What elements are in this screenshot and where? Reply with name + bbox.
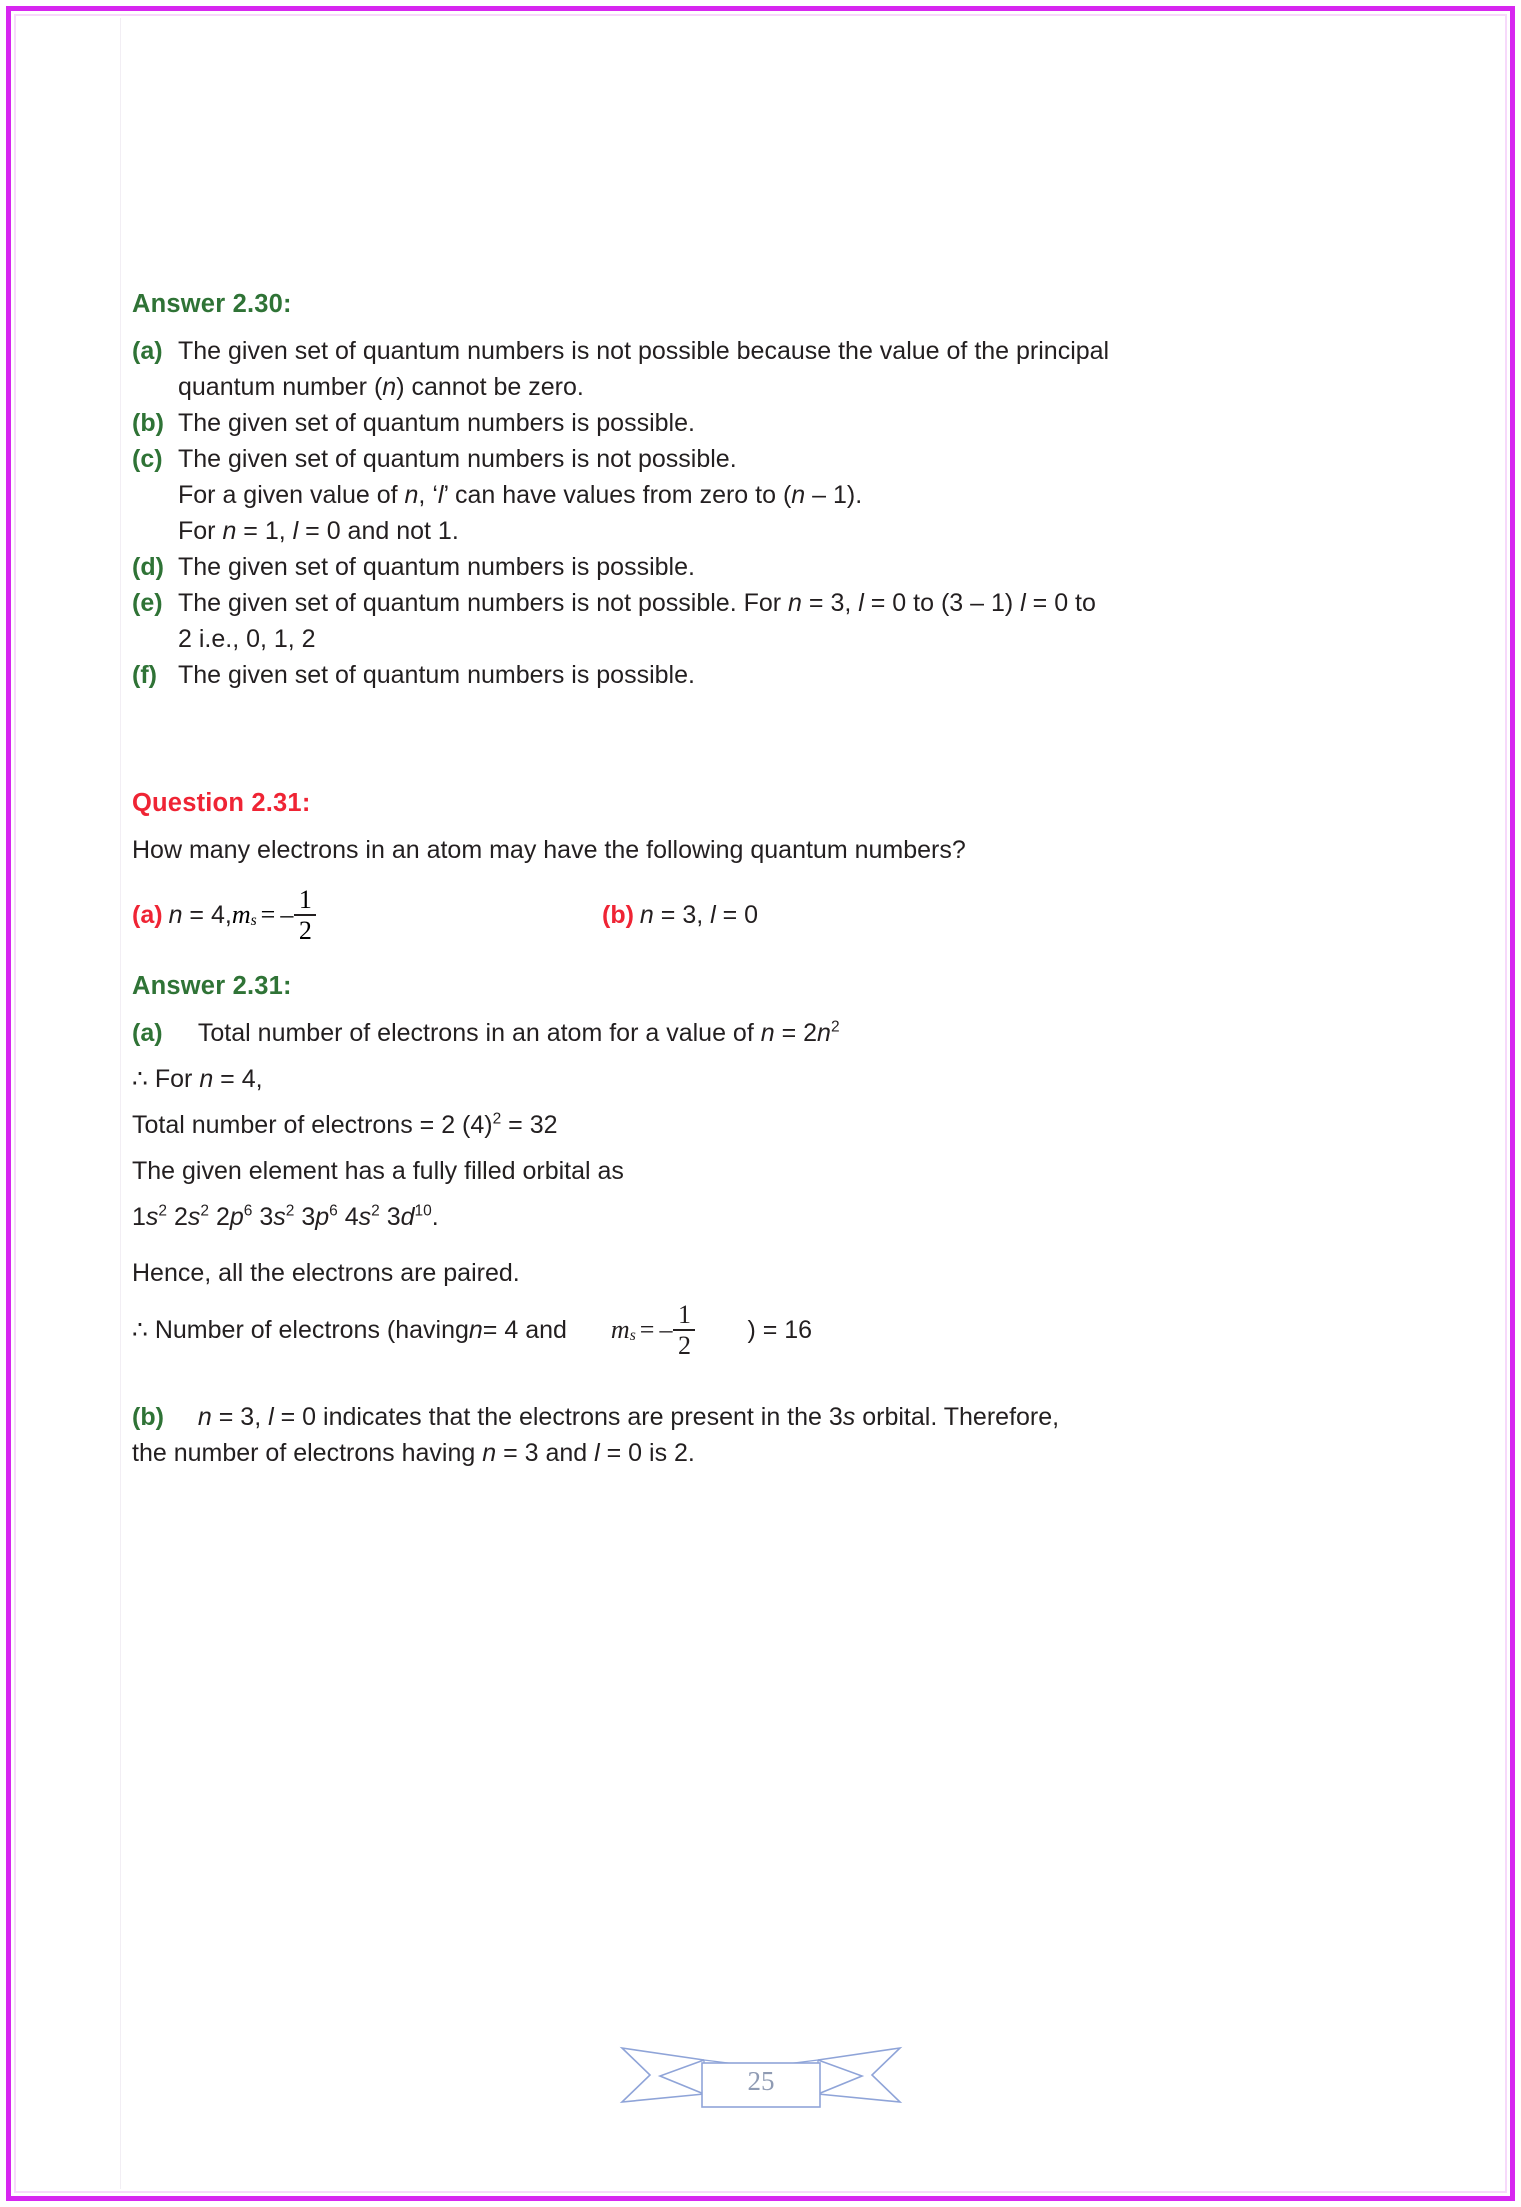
config-5 xyxy=(345,1203,380,1231)
page-number: 25 xyxy=(747,2066,775,2096)
margin-rule xyxy=(120,18,121,2189)
a-line2-pre: ∴ For xyxy=(132,1065,200,1094)
question-231-prompt: How many electrons in an atom may have the following quantum numbers? xyxy=(132,836,966,864)
var-l: l xyxy=(437,481,444,509)
item-text-f: The given set of quantum numbers is possible. xyxy=(178,661,695,689)
var-l: l xyxy=(710,900,716,929)
var-l: l xyxy=(858,589,864,617)
answer-230-item-c-sub1 xyxy=(132,477,1392,513)
math-minus: – xyxy=(280,900,294,930)
item-marker-f: (f) xyxy=(132,661,157,689)
item-text-c: The given set of quantum numbers is not possible. xyxy=(178,445,737,473)
c-sub1-post: – 1). xyxy=(805,481,863,509)
item-a-line2-pre: quantum number ( xyxy=(178,373,383,401)
config-3-sup: 2 xyxy=(285,1202,295,1220)
answer-230-item-c xyxy=(132,441,1392,477)
item-marker-a: (a) xyxy=(132,337,163,365)
answer-230-item-a-cont xyxy=(132,369,1392,405)
config-period: . xyxy=(431,1203,439,1232)
option-b-text xyxy=(634,901,758,930)
a-line7-post: ) = 16 xyxy=(747,1315,813,1344)
answer-230-item-b xyxy=(132,405,1392,441)
config-2-orbital: p xyxy=(229,1203,244,1232)
a-line3-pre: Total number of electrons = 2 (4) xyxy=(132,1111,493,1140)
answer-231-a-line4: The given element has a fully filled orbital as xyxy=(132,1157,624,1186)
config-1-orbital: s xyxy=(187,1203,201,1232)
var-n: n xyxy=(468,1315,483,1344)
var-n: n xyxy=(199,1065,214,1094)
b-line1-mid2: = 0 indicates that the electrons are present in the 3 xyxy=(273,1403,843,1432)
config-2-n: 2 xyxy=(215,1203,230,1232)
superscript-2: 2 xyxy=(492,1110,502,1128)
question-231-option-b xyxy=(602,897,758,933)
fraction-one-half xyxy=(673,1301,695,1359)
var-n: n xyxy=(760,1019,775,1048)
answer-230-item-c-sub2 xyxy=(132,513,1392,549)
answer-231-marker-b: (b) xyxy=(132,1403,164,1432)
item-text-d: The given set of quantum numbers is possible. xyxy=(178,553,695,581)
item-marker-e: (e) xyxy=(132,589,163,617)
option-b-post: = 0 xyxy=(715,900,759,929)
option-a-text xyxy=(163,901,232,930)
item-text-a xyxy=(178,333,1392,369)
b-line2-post: = 0 is 2. xyxy=(599,1439,695,1468)
var-l: l xyxy=(594,1439,600,1468)
config-0-orbital: s xyxy=(145,1203,159,1232)
option-marker-a: (a) xyxy=(132,901,163,930)
superscript-2: 2 xyxy=(830,1018,840,1036)
config-4 xyxy=(301,1203,337,1231)
var-l: l xyxy=(292,517,299,545)
config-1 xyxy=(174,1203,209,1231)
item-marker-d: (d) xyxy=(132,553,164,581)
var-n: n xyxy=(817,1019,831,1048)
page-number-ribbon xyxy=(616,2032,906,2112)
electron-configuration xyxy=(132,1199,1392,1235)
answer-231-a-line6: Hence, all the electrons are paired. xyxy=(132,1259,520,1288)
e-line1-mid2: = 0 to (3 – 1) xyxy=(863,589,1021,617)
config-4-orbital: p xyxy=(315,1203,330,1232)
math-minus: – xyxy=(659,1315,673,1345)
answer-231-part-a xyxy=(132,1015,1392,1051)
fraction-numerator: 1 xyxy=(677,1300,691,1330)
var-n: n xyxy=(382,373,397,401)
c-sub2-post: = 0 and not 1. xyxy=(298,517,459,545)
option-b-mid: = 3, xyxy=(653,900,711,929)
config-5-orbital: s xyxy=(358,1203,372,1232)
config-3-orbital: s xyxy=(273,1203,286,1232)
item-marker-b: (b) xyxy=(132,409,164,437)
question-231-options xyxy=(132,886,1392,944)
option-marker-b: (b) xyxy=(602,901,634,930)
b-line1-post: orbital. Therefore, xyxy=(855,1403,1060,1432)
item-a-line1: The given set of quantum numbers is not possible because the value of the principal xyxy=(178,337,1110,365)
math-equals: = xyxy=(260,900,276,930)
answer-230-item-d xyxy=(132,549,1392,585)
var-n: n xyxy=(482,1439,497,1468)
question-231-heading: Question 2.31: xyxy=(132,789,311,817)
orbital-s: s xyxy=(842,1403,856,1432)
fraction-numerator: 1 xyxy=(298,885,312,914)
fraction-one-half xyxy=(294,886,316,944)
config-4-n: 3 xyxy=(301,1203,316,1232)
fraction-denominator: 2 xyxy=(298,916,312,946)
config-5-n: 4 xyxy=(344,1203,359,1232)
config-6-sup: 10 xyxy=(414,1202,432,1220)
answer-230-item-e-cont: 2 i.e., 0, 1, 2 xyxy=(178,625,316,653)
answer-230-item-f xyxy=(132,657,1392,693)
answer-230-heading: Answer 2.30: xyxy=(132,290,292,318)
a-line2-post: = 4, xyxy=(213,1065,263,1094)
item-text-e xyxy=(178,585,1392,621)
a-line7-mid: = 4 and xyxy=(482,1315,567,1344)
a-line1-mid: = 2 xyxy=(774,1019,818,1048)
var-l: l xyxy=(268,1403,274,1432)
answer-231-a-line3 xyxy=(132,1107,1392,1143)
config-1-n: 2 xyxy=(173,1203,188,1232)
config-2-sup: 6 xyxy=(243,1202,253,1220)
answer-231-a-line2 xyxy=(132,1061,1392,1097)
c-sub2-mid: = 1, xyxy=(236,517,293,545)
a-line3-post: = 32 xyxy=(501,1111,558,1140)
config-6-n: 3 xyxy=(386,1203,401,1232)
math-symbol-m: m xyxy=(231,900,251,930)
config-0-n: 1 xyxy=(132,1203,146,1232)
var-n: n xyxy=(639,900,654,929)
item-a-line2-post: ) cannot be zero. xyxy=(396,373,584,401)
math-subscript-s: s xyxy=(629,1327,636,1345)
page-content xyxy=(132,290,1392,1471)
c-sub1-mid2: ’ can have values from zero to ( xyxy=(443,481,792,509)
b-line1-mid1: = 3, xyxy=(211,1403,269,1432)
option-a-eq: = 4, xyxy=(182,900,232,929)
c-sub1-pre: For a given value of xyxy=(178,481,405,509)
a-line7-pre: ∴ Number of electrons (having xyxy=(132,1316,469,1345)
c-sub2-pre: For xyxy=(178,517,223,545)
item-marker-c: (c) xyxy=(132,445,163,473)
a-line1-pre: Total number of electrons in an atom for a value of xyxy=(197,1019,761,1048)
config-5-sup: 2 xyxy=(371,1202,380,1220)
b-line2-pre: the number of electrons having xyxy=(132,1439,483,1468)
answer-231-heading: Answer 2.31: xyxy=(132,972,292,1001)
config-6-orbital: d xyxy=(400,1203,415,1232)
answer-231-part-b xyxy=(132,1399,1392,1435)
fraction-denominator: 2 xyxy=(677,1331,691,1361)
answer-231-a-line1 xyxy=(184,1015,1392,1051)
var-l: l xyxy=(1020,589,1026,617)
math-ms-equals-minus-half xyxy=(611,1301,696,1359)
config-0-sup: 2 xyxy=(158,1202,168,1220)
math-ms-equals-minus-half xyxy=(232,886,317,944)
math-subscript-s: s xyxy=(250,912,257,930)
config-1-sup: 2 xyxy=(200,1202,210,1220)
var-n: n xyxy=(197,1403,212,1432)
config-4-sup: 6 xyxy=(329,1202,338,1220)
var-n: n xyxy=(404,481,419,509)
config-3 xyxy=(259,1203,294,1231)
var-n: n xyxy=(791,481,806,509)
math-symbol-m: m xyxy=(610,1315,630,1345)
config-3-n: 3 xyxy=(259,1203,274,1232)
c-sub1-mid: , ‘ xyxy=(418,481,438,509)
config-0 xyxy=(132,1203,167,1231)
b-line2-mid: = 3 and xyxy=(496,1439,595,1468)
e-line1-mid: = 3, xyxy=(801,589,859,617)
answer-231-b-line1 xyxy=(184,1399,1392,1435)
answer-230-item-a xyxy=(132,333,1392,369)
item-text-b: The given set of quantum numbers is possible. xyxy=(178,409,695,437)
answer-231-b-line2 xyxy=(132,1435,1392,1471)
config-2 xyxy=(216,1203,252,1231)
answer-231-marker-a: (a) xyxy=(132,1019,163,1048)
var-n: n xyxy=(222,517,237,545)
math-equals: = xyxy=(639,1315,655,1345)
question-231-option-a xyxy=(132,886,602,944)
answer-230-item-e xyxy=(132,585,1392,621)
var-n: n xyxy=(168,900,183,929)
e-line1-post: = 0 to xyxy=(1025,589,1096,617)
e-line1-pre: The given set of quantum numbers is not possible. For xyxy=(178,589,789,617)
config-6 xyxy=(387,1203,432,1231)
answer-231-a-line7 xyxy=(132,1301,1392,1359)
var-n: n xyxy=(788,589,802,617)
